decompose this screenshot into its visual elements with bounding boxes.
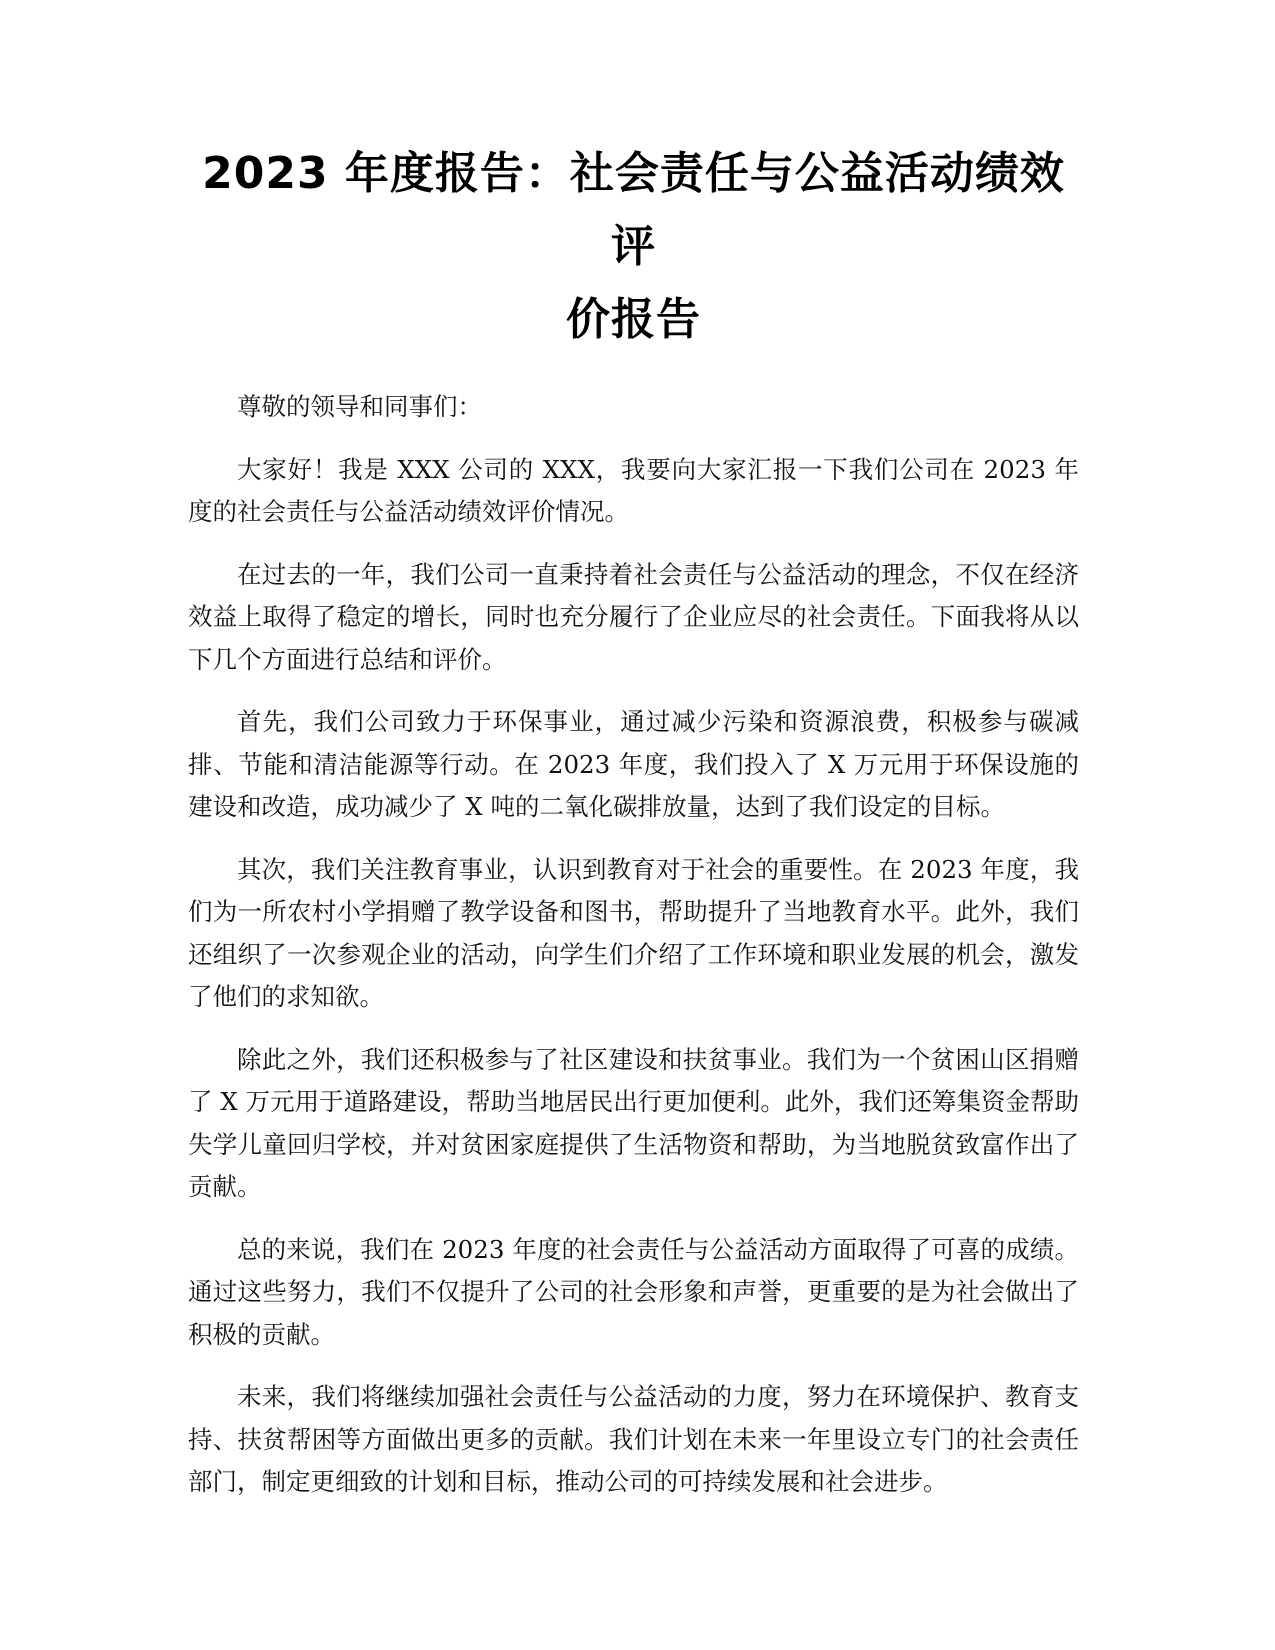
salutation-paragraph: 尊敬的领导和同事们： [237,392,482,421]
environment-paragraph: 首先，我们公司致力于环保事业，通过减少污染和资源浪费，积极参与碳减排、节能和清洁能源等行动。在 2023 年度，我们投入了 X 万元用于环保设施的建设和改造，成功减少了 X 吨的二氧化碳排放量，达到了我们设定的目标。 [188,707,1079,821]
summary-paragraph: 总的来说，我们在 2023 年度的社会责任与公益活动方面取得了可喜的成绩。通过这些努力，我们不仅提升了公司的社会形象和声誉，更重要的是为社会做出了积极的贡献。 [188,1234,1079,1349]
overview-paragraph: 在过去的一年，我们公司一直秉持着社会责任与公益活动的理念，不仅在经济效益上取得了稳定的增长，同时也充分履行了企业应尽的社会责任。下面我将从以下几个方面进行总结和评价。 [188,559,1079,674]
document-title-line-1: 2023 年度报告：社会责任与公益活动绩效评 [202,148,1065,272]
community-paragraph: 除此之外，我们还积极参与了社区建设和扶贫事业。我们为一个贫困山区捐赠了 X 万元用于道路建设，帮助当地居民出行更加便利。此外，我们还筹集资金帮助失学儿童回归学校，并对贫困家庭提供了生活物资和帮助，为当地脱贫致富作出了贡献。 [188,1044,1079,1201]
document-title [188,137,1079,356]
education-paragraph: 其次，我们关注教育事业，认识到教育对于社会的重要性。在 2023 年度，我们为一所农村小学捐赠了教学设备和图书，帮助提升了当地教育水平。此外，我们还组织了一次参观企业的活动，向学生们介绍了工作环境和职业发展的机会，激发了他们的求知欲。 [188,854,1079,1011]
document-body [188,386,1079,1504]
greeting-paragraph: 大家好！我是 XXX 公司的 XXX，我要向大家汇报一下我们公司在 2023 年度的社会责任与公益活动绩效评价情况。 [188,454,1079,526]
document-title-line-2: 价报告 [566,294,701,345]
future-paragraph: 未来，我们将继续加强社会责任与公益活动的力度，努力在环境保护、教育支持、扶贫帮困等方面做出更多的贡献。我们计划在未来一年里设立专门的社会责任部门，制定更细致的计划和目标，推动公司的可持续发展和社会进步。 [188,1382,1079,1496]
